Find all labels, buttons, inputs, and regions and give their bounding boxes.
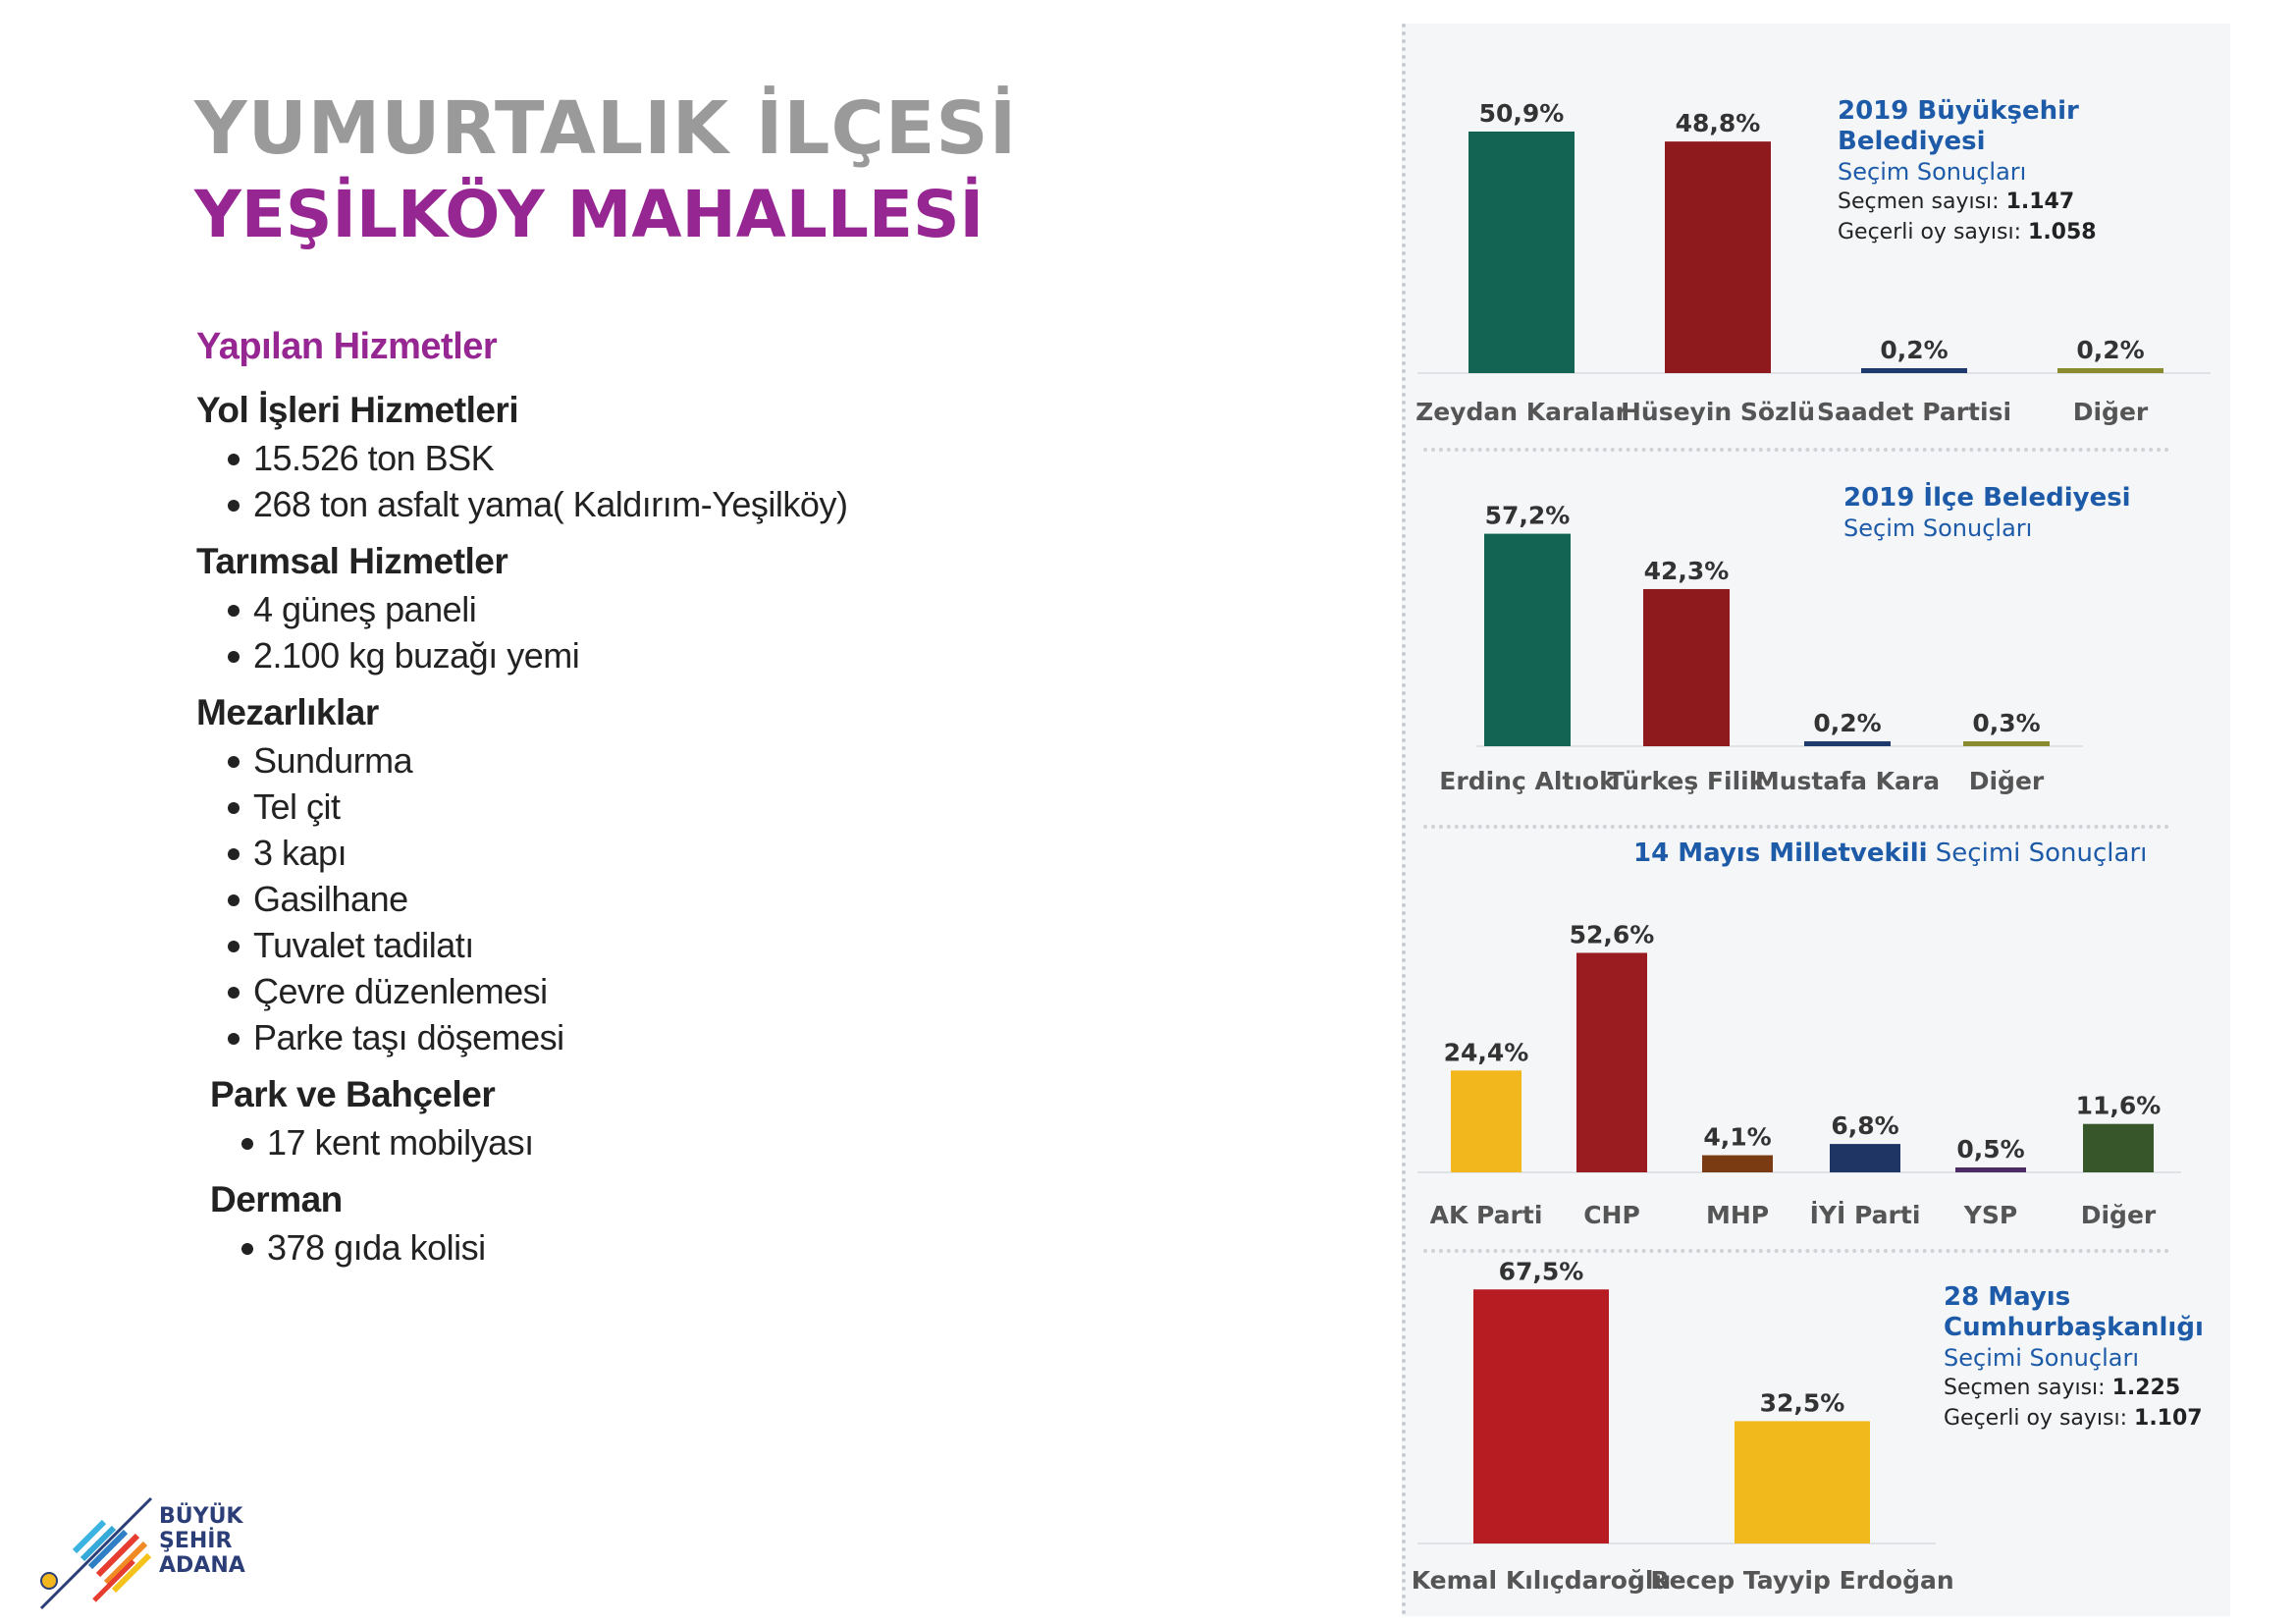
bar-value-label: 6,8% — [1831, 1111, 1899, 1141]
list-item: Tuvalet tadilatı — [226, 922, 1276, 968]
category-label: Türkeş Filik — [1607, 767, 1766, 795]
chart1-subtitle: Seçim Sonuçları — [1838, 158, 2027, 186]
chart3-info — [1633, 839, 2147, 868]
stat-label: Seçmen sayısı: — [1838, 189, 2000, 214]
category-label: Diğer — [2072, 398, 2149, 426]
bar-1-3 — [1861, 368, 1967, 373]
category-label: Diğer — [2080, 1201, 2157, 1229]
chart2-info — [1843, 483, 2131, 543]
list-item: Tel çit — [226, 784, 1276, 830]
bar-1-1 — [1468, 132, 1575, 373]
bar-value-label: 0,2% — [1813, 709, 1882, 737]
service-group-cemeteries — [196, 692, 1276, 1060]
category-label: İYİ Parti — [1809, 1201, 1921, 1229]
services-section — [196, 326, 1276, 1284]
election-results-panel — [1402, 24, 2230, 1616]
stat-value: 1.058 — [2028, 220, 2097, 244]
chart-2 — [1439, 502, 2083, 795]
bar-3-5 — [1955, 1167, 2026, 1172]
list-item: Sundurma — [226, 737, 1276, 784]
chart-3 — [1417, 920, 2181, 1229]
list-item: Parke taşı döşemesi — [226, 1014, 1276, 1060]
category-label: Saadet Partisi — [1816, 398, 2012, 426]
bar-3-3 — [1702, 1156, 1773, 1172]
chart3-subtitle: Seçimi Sonuçları — [1935, 839, 2148, 868]
category-label: Kemal Kılıçdaroğlu — [1411, 1566, 1672, 1595]
chart4-info — [1944, 1282, 2204, 1434]
category-label: AK Parti — [1429, 1201, 1543, 1229]
stat-value: 1.225 — [2111, 1376, 2181, 1400]
category-label: YSP — [1963, 1201, 2018, 1229]
list-item: 2.100 kg buzağı yemi — [226, 632, 1276, 678]
bar-value-label: 57,2% — [1484, 501, 1571, 530]
bar-3-1 — [1451, 1070, 1522, 1172]
page-title-neighborhood: YEŞİLKÖY MAHALLESİ — [194, 177, 985, 252]
category-label: Mustafa Kara — [1754, 767, 1941, 795]
stat-value: 1.107 — [2134, 1406, 2203, 1431]
bar-2-1 — [1484, 534, 1571, 746]
bar-value-label: 0,3% — [1972, 709, 2041, 737]
bar-2-2 — [1643, 589, 1730, 746]
service-list — [210, 1119, 1276, 1165]
service-list — [210, 1224, 1276, 1271]
bar-4-2 — [1735, 1421, 1870, 1543]
category-label: Hüseyin Sözlü — [1620, 398, 1816, 426]
logo — [35, 1483, 271, 1610]
bar-value-label: 48,8% — [1675, 109, 1761, 138]
bar-3-6 — [2083, 1124, 2154, 1172]
chart4-subtitle: Seçimi Sonuçları — [1944, 1344, 2139, 1372]
chart4-stat-valid — [1944, 1403, 2204, 1434]
service-group-title: Yol İşleri Hizmetleri — [196, 390, 519, 430]
section-divider — [1423, 448, 2169, 452]
section-divider — [1423, 1249, 2169, 1253]
bar-value-label: 4,1% — [1703, 1122, 1772, 1152]
category-label: CHP — [1583, 1201, 1640, 1229]
bar-1-2 — [1665, 141, 1771, 373]
service-list — [196, 435, 1276, 527]
chart3-title: 14 Mayıs Milletvekili — [1633, 839, 1928, 868]
bar-value-label: 11,6% — [2075, 1091, 2162, 1120]
logo-line: ŞEHİR — [159, 1529, 233, 1553]
list-item: 15.526 ton BSK — [226, 435, 1276, 481]
bar-value-label: 50,9% — [1478, 98, 1565, 128]
list-item: 17 kent mobilyası — [240, 1119, 1276, 1165]
service-group-roads — [196, 390, 1276, 527]
logo-text — [159, 1504, 245, 1578]
bar-value-label: 24,4% — [1443, 1038, 1529, 1067]
bar-2-3 — [1804, 741, 1891, 746]
stat-label: Geçerli oy sayısı: — [1838, 220, 2022, 244]
bar-value-label: 32,5% — [1759, 1388, 1845, 1418]
adana-stripes-logo-icon — [35, 1483, 163, 1610]
bar-3-2 — [1576, 952, 1647, 1172]
chart4-title-line1: 28 Mayıs — [1944, 1282, 2071, 1312]
category-label: Erdinç Altıok — [1439, 767, 1616, 795]
service-list — [196, 586, 1276, 678]
list-item: 268 ton asfalt yama( Kaldırım-Yeşilköy) — [226, 481, 1276, 527]
category-label: Recep Tayyip Erdoğan — [1650, 1566, 1954, 1595]
logo-line: ADANA — [159, 1553, 245, 1578]
bar-2-4 — [1963, 741, 2050, 746]
chart2-subtitle: Seçim Sonuçları — [1843, 514, 2033, 542]
bar-value-label: 0,2% — [2076, 336, 2145, 364]
category-label: MHP — [1705, 1201, 1770, 1229]
bar-value-label: 0,2% — [1880, 336, 1949, 364]
service-group-title: Derman — [210, 1179, 343, 1219]
page-title-district: YUMURTALIK İLÇESİ — [194, 86, 1018, 171]
chart1-title: 2019 Büyükşehir Belediyesi — [1838, 96, 2079, 156]
chart1-stat-voters — [1838, 187, 2230, 217]
category-label: Zeydan Karalar — [1415, 398, 1628, 426]
list-item: 4 güneş paneli — [226, 586, 1276, 632]
section-divider — [1423, 825, 2169, 829]
service-group-title: Tarımsal Hizmetler — [196, 541, 508, 581]
logo-line: BÜYÜK — [159, 1504, 243, 1529]
service-group-agriculture — [196, 541, 1276, 678]
services-heading: Yapılan Hizmetler — [196, 326, 498, 367]
stat-label: Geçerli oy sayısı: — [1944, 1406, 2128, 1431]
chart-4 — [1412, 1257, 1954, 1595]
chart2-title: 2019 İlçe Belediyesi — [1843, 483, 2131, 513]
service-group-parks — [210, 1074, 1276, 1165]
bar-value-label: 42,3% — [1643, 556, 1730, 585]
chart4-title-line2: Cumhurbaşkanlığı — [1944, 1313, 2204, 1342]
service-group-derman — [210, 1179, 1276, 1271]
service-list — [196, 737, 1276, 1060]
service-group-title: Mezarlıklar — [196, 692, 379, 732]
bar-value-label: 52,6% — [1569, 920, 1655, 949]
list-item: 378 gıda kolisi — [240, 1224, 1276, 1271]
bar-value-label: 67,5% — [1498, 1257, 1584, 1286]
list-item: Gasilhane — [226, 876, 1276, 922]
bar-value-label: 0,5% — [1956, 1135, 2025, 1164]
chart1-stat-valid — [1838, 217, 2230, 247]
chart4-stat-voters — [1944, 1373, 2204, 1403]
service-group-title: Park ve Bahçeler — [210, 1074, 496, 1114]
bar-1-4 — [2057, 368, 2163, 373]
bar-3-4 — [1830, 1144, 1900, 1172]
stat-label: Seçmen sayısı: — [1944, 1376, 2106, 1400]
stat-value: 1.147 — [2005, 189, 2075, 214]
list-item: 3 kapı — [226, 830, 1276, 876]
category-label: Diğer — [1968, 767, 2045, 795]
list-item: Çevre düzenlemesi — [226, 968, 1276, 1014]
chart1-info — [1838, 96, 2230, 247]
bar-4-1 — [1473, 1289, 1609, 1543]
